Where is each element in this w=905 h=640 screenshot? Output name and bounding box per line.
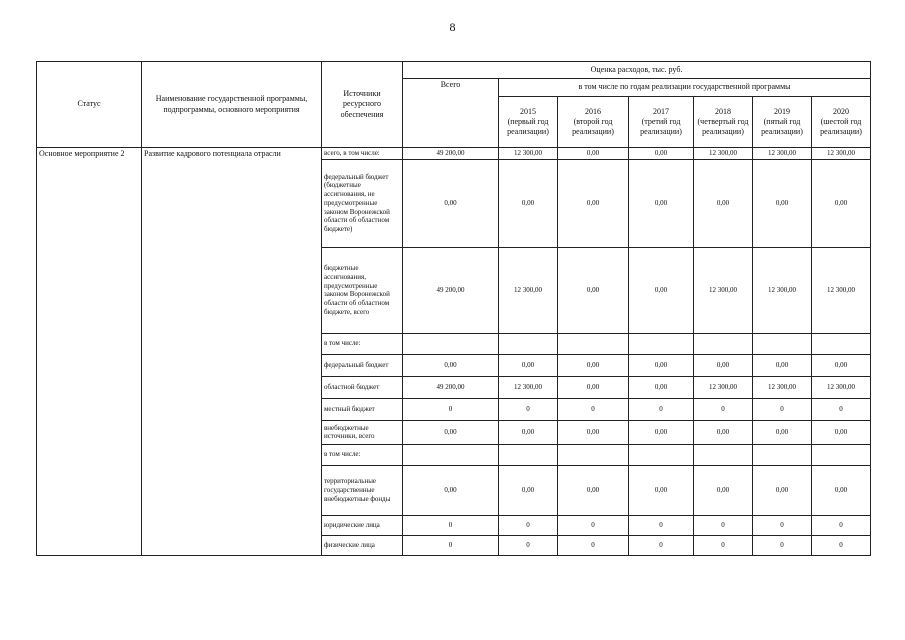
header-year-note: (шестой год реализации) [820, 117, 862, 136]
value-cell-total: 49 200,00 [403, 148, 499, 160]
header-year-2017 [629, 97, 694, 148]
value-cell-y2017: 0,00 [629, 354, 694, 376]
value-cell-y2020: 12 300,00 [812, 247, 871, 333]
value-cell-y2016 [558, 444, 629, 465]
value-cell-y2015: 12 300,00 [499, 376, 558, 398]
value-cell-y2015: 12 300,00 [499, 148, 558, 160]
header-year-label: 2019 [774, 107, 790, 116]
value-cell-total: 0 [403, 535, 499, 555]
value-cell-y2020: 0 [812, 398, 871, 420]
source-cell: юридические лица [322, 515, 403, 535]
header-year-label: 2018 [715, 107, 731, 116]
source-cell: территориальные государственные внебюджетные фонды [322, 465, 403, 515]
value-cell-y2017: 0 [629, 535, 694, 555]
value-cell-total: 0,00 [403, 354, 499, 376]
value-cell-y2020: 12 300,00 [812, 376, 871, 398]
header-year-label: 2020 [833, 107, 849, 116]
value-cell-y2018: 0 [694, 535, 753, 555]
value-cell-total: 49 200,00 [403, 376, 499, 398]
value-cell-y2018: 0,00 [694, 159, 753, 247]
value-cell-total: 0,00 [403, 159, 499, 247]
value-cell-y2015: 0 [499, 398, 558, 420]
value-cell-y2016: 0,00 [558, 148, 629, 160]
value-cell-total: 0,00 [403, 465, 499, 515]
source-cell: областной бюджет [322, 376, 403, 398]
header-year-note: (пятый год реализации) [761, 117, 803, 136]
header-total: Всего [403, 79, 499, 148]
source-cell: в том числе: [322, 333, 403, 354]
value-cell-y2015 [499, 444, 558, 465]
value-cell-y2018: 0 [694, 398, 753, 420]
value-cell-total: 49 200,00 [403, 247, 499, 333]
source-cell: в том числе: [322, 444, 403, 465]
source-cell: внебюджетные источники, всего [322, 420, 403, 444]
header-estimate: Оценка расходов, тыс. руб. [403, 62, 871, 79]
value-cell-y2015: 12 300,00 [499, 247, 558, 333]
value-cell-y2020: 0,00 [812, 159, 871, 247]
source-cell: всего, в том числе: [322, 148, 403, 160]
value-cell-y2016: 0,00 [558, 354, 629, 376]
value-cell-y2020: 0,00 [812, 354, 871, 376]
value-cell-y2019: 0,00 [753, 354, 812, 376]
value-cell-y2015: 0,00 [499, 465, 558, 515]
value-cell-y2020: 0 [812, 535, 871, 555]
value-cell-y2020: 0 [812, 515, 871, 535]
value-cell-y2020 [812, 444, 871, 465]
header-year-2019 [753, 97, 812, 148]
value-cell-y2016: 0,00 [558, 465, 629, 515]
value-cell-y2015: 0 [499, 535, 558, 555]
header-year-label: 2015 [520, 107, 536, 116]
value-cell-y2019: 12 300,00 [753, 376, 812, 398]
value-cell-y2019: 0,00 [753, 465, 812, 515]
header-year-2020 [812, 97, 871, 148]
header-year-note: (первый год реализации) [507, 117, 549, 136]
value-cell-y2015: 0,00 [499, 354, 558, 376]
value-cell-y2018: 0 [694, 515, 753, 535]
value-cell-y2015 [499, 333, 558, 354]
value-cell-y2016: 0,00 [558, 159, 629, 247]
header-name: Наименование государственной программы, подпрограммы, основного мероприятия [142, 62, 322, 148]
value-cell-y2018: 0,00 [694, 465, 753, 515]
source-cell: местный бюджет [322, 398, 403, 420]
value-cell-y2017 [629, 444, 694, 465]
header-year-label: 2017 [653, 107, 669, 116]
value-cell-y2018 [694, 444, 753, 465]
value-cell-y2018: 0,00 [694, 354, 753, 376]
value-cell-y2020: 12 300,00 [812, 148, 871, 160]
value-cell-y2016: 0 [558, 535, 629, 555]
source-cell: бюджетные ассигнования, предусмотренные законом Воронежской области об областном бюджете, всего [322, 247, 403, 333]
value-cell-y2017: 0,00 [629, 376, 694, 398]
value-cell-y2017 [629, 333, 694, 354]
value-cell-y2020: 0,00 [812, 420, 871, 444]
value-cell-total: 0 [403, 515, 499, 535]
value-cell-total: 0 [403, 398, 499, 420]
header-year-note: (второй год реализации) [572, 117, 614, 136]
value-cell-y2017: 0,00 [629, 465, 694, 515]
table-row [37, 148, 871, 160]
value-cell-y2019: 12 300,00 [753, 148, 812, 160]
value-cell-total [403, 444, 499, 465]
value-cell-y2018: 0,00 [694, 420, 753, 444]
value-cell-y2017: 0 [629, 398, 694, 420]
header-year-2015 [499, 97, 558, 148]
value-cell-y2016: 0,00 [558, 247, 629, 333]
value-cell-y2020: 0,00 [812, 465, 871, 515]
header-year-2016 [558, 97, 629, 148]
value-cell-y2018: 12 300,00 [694, 148, 753, 160]
program-name-cell: Развитие кадрового потенциала отрасли [142, 148, 322, 556]
value-cell-y2019: 12 300,00 [753, 247, 812, 333]
source-cell: федеральный бюджет [322, 354, 403, 376]
value-cell-y2015: 0 [499, 515, 558, 535]
value-cell-y2018: 12 300,00 [694, 376, 753, 398]
value-cell-y2020 [812, 333, 871, 354]
value-cell-y2017: 0,00 [629, 148, 694, 160]
source-cell: физические лица [322, 535, 403, 555]
value-cell-y2016: 0,00 [558, 420, 629, 444]
value-cell-total [403, 333, 499, 354]
page-number: 8 [449, 20, 456, 34]
header-by-year: в том числе по годам реализации государственной программы [499, 79, 871, 97]
value-cell-y2019: 0,00 [753, 159, 812, 247]
value-cell-y2016: 0 [558, 398, 629, 420]
value-cell-y2017: 0 [629, 515, 694, 535]
value-cell-y2019: 0 [753, 515, 812, 535]
value-cell-y2018: 12 300,00 [694, 247, 753, 333]
value-cell-y2016: 0,00 [558, 376, 629, 398]
value-cell-y2016: 0 [558, 515, 629, 535]
expense-table [36, 61, 871, 556]
status-cell: Основное мероприятие 2 [37, 148, 142, 556]
value-cell-y2017: 0,00 [629, 247, 694, 333]
header-year-label: 2016 [585, 107, 601, 116]
header-sources: Источники ресурсного обеспечения [322, 62, 403, 148]
header-status: Статус [37, 62, 142, 148]
value-cell-y2017: 0,00 [629, 159, 694, 247]
value-cell-y2015: 0,00 [499, 420, 558, 444]
value-cell-y2019 [753, 444, 812, 465]
value-cell-y2019: 0 [753, 535, 812, 555]
value-cell-y2019 [753, 333, 812, 354]
value-cell-y2018 [694, 333, 753, 354]
source-cell: федеральный бюджет (бюджетные ассигнования, не предусмотренные законом Воронежской области об областном бюджете) [322, 159, 403, 247]
value-cell-y2016 [558, 333, 629, 354]
header-year-2018 [694, 97, 753, 148]
value-cell-y2019: 0,00 [753, 420, 812, 444]
value-cell-y2015: 0,00 [499, 159, 558, 247]
value-cell-total: 0,00 [403, 420, 499, 444]
header-year-note: (третий год реализации) [640, 117, 682, 136]
value-cell-y2017: 0,00 [629, 420, 694, 444]
header-year-note: (четвертый год реализации) [697, 117, 749, 136]
value-cell-y2019: 0 [753, 398, 812, 420]
